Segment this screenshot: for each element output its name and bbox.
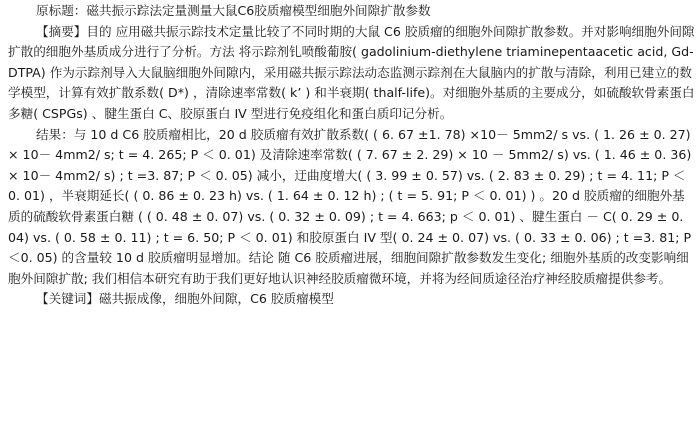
original-title-line <box>8 1 695 22</box>
original-title: 磁共振示踪法定量测量大鼠C6胶质瘤模型细胞外间隙扩散参数 <box>86 3 431 18</box>
keywords-text: 磁共振成像，细胞外间隙，C6 胶质瘤模型 <box>98 291 334 307</box>
original-title-label: 原标题： <box>36 3 87 18</box>
abstract-paragraph <box>8 22 695 125</box>
results-paragraph: 结果：与 10 d C6 胶质瘤相比，20 d 胶质瘤有效扩散系数( ( 6. 67 ±1. 78) ×10－ 5mm2/ s vs. ( 1. 26 ± 0. 27) × 10－ 4mm2/ s; t = 4. 265; P ＜ 0. 01) 及清除速率常数( ( 7. 67 ± 2. 29) × 10 － 5mm2/ s) vs. ( 1. 46 ± 0. 36) × 10－ 4mm2/ s) ; t =3. 87; P ＜ 0. 05) 减小，迂曲度增大( ( 3. 99 ± 0. 57) vs. ( 2. 83 ± 0. 29) ; t = 4. 11; P ＜ 0. 01) ，半衰期延长( ( 0. 86 ± 0. 23 h) vs. ( 1. 64 ± 0. 12 h) ; ( t = 5. 91; P ＜ 0. 01) ) 。20 d 胶质瘤的细胞外基质的硫酸软骨素蛋白糖 ( ( 0. 48 ± 0. 07) vs. ( 0. 32 ± 0. 09) ; t = 4. 663; p ＜ 0. 01) 、腱生蛋白 － C( 0. 29 ± 0. 04) vs. ( 0. 58 ± 0. 11) ; t = 6. 50; P ＜ 0. 01) 和胶原蛋白 IV 型( 0. 24 ± 0. 07) vs. ( 0. 33 ± 0. 06) ; t =3. 81; P ＜0. 05) 的含量较 10 d 胶质瘤明显增加。结论 随 C6 胶质瘤进展，细胞间隙扩散参数发生变化; 细胞外基质的改变影响细胞外间隙扩散; 我们相信本研究有助于我们更好地认识神经胶质瘤微环境，并将为经间质途径治疗神经胶质瘤提供参考。 <box>8 126 692 286</box>
abstract-text: 目的 应用磁共振示踪技术定量比较了不同时期的大鼠 C6 胶质瘤的细胞外间隙扩散参数。并对影响细胞外间隙扩散的细胞外基质成分进行了分析。方法 将示踪剂钆喷酸葡胺( gadolinium-diethylene triaminepentaacetic acid, Gd-DTPA) 作为示踪剂导入大鼠脑细胞外间隙内，采用磁共振示踪法动态监测示踪剂在大鼠脑内的扩散与清除，利用已建立的数学模型，计算有效扩散系数( D*) ，清除速率常数( k’ ) 和半衰期( thalf-life)。对细胞外基质的主要成分，如硫酸软骨素蛋白多糖( CSPGs) 、腱生蛋白 C、胶原蛋白 IV 型进行免疫组化和蛋白质印记分析。 <box>8 23 695 121</box>
keywords-paragraph <box>8 289 695 310</box>
keywords-label: 【关键词】 <box>36 291 99 307</box>
abstract-label: 【摘要】 <box>36 23 87 39</box>
